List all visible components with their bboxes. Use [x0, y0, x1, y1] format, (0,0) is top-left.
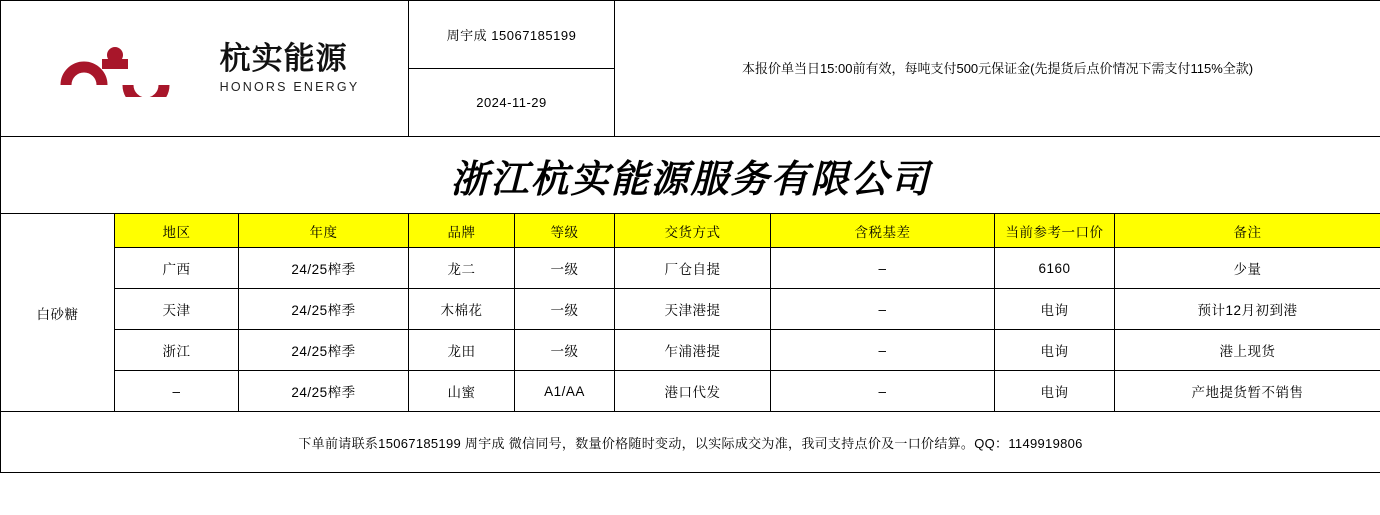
company-row — [1, 137, 1380, 214]
cell-delivery: 乍浦港提 — [615, 330, 771, 371]
cell-year: 24/25榨季 — [239, 371, 409, 412]
cell-grade: 一级 — [515, 248, 615, 289]
cell-delivery: 厂仓自提 — [615, 248, 771, 289]
cell-remark: 港上现货 — [1115, 330, 1380, 371]
cell-remark: 产地提货暂不销售 — [1115, 371, 1380, 412]
column-header-basis: 含税基差 — [771, 214, 995, 248]
table-header-row — [1, 214, 1380, 248]
company-name: 浙江杭实能源服务有限公司 — [450, 156, 931, 201]
cell-grade: A1/AA — [515, 371, 615, 412]
cell-basis: – — [771, 330, 995, 371]
cell-region: 天津 — [115, 289, 239, 330]
cell-price: 6160 — [995, 248, 1115, 289]
cell-grade: 一级 — [515, 330, 615, 371]
table-row — [1, 289, 1380, 330]
logo-english-name: HONORS ENERGY — [219, 79, 360, 94]
cell-price: 电询 — [995, 330, 1115, 371]
column-header-region: 地区 — [115, 214, 239, 248]
product-row-label: 白砂糖 — [1, 214, 115, 412]
column-header-year: 年度 — [239, 214, 409, 248]
logo-cell — [1, 1, 409, 137]
company-logo-icon — [50, 41, 210, 97]
company-name-cell — [1, 137, 1380, 214]
cell-remark: 少量 — [1115, 248, 1380, 289]
table-row — [1, 330, 1380, 371]
table-row — [1, 371, 1380, 412]
cell-delivery: 天津港提 — [615, 289, 771, 330]
cell-year: 24/25榨季 — [239, 289, 409, 330]
cell-brand: 山蜜 — [409, 371, 515, 412]
cell-brand: 木棉花 — [409, 289, 515, 330]
cell-basis: – — [771, 248, 995, 289]
cell-delivery: 港口代发 — [615, 371, 771, 412]
date-cell: 2024-11-29 — [409, 69, 615, 137]
cell-basis: – — [771, 371, 995, 412]
cell-grade: 一级 — [515, 289, 615, 330]
column-header-remark: 备注 — [1115, 214, 1380, 248]
cell-basis: – — [771, 289, 995, 330]
notice-cell: 本报价单当日15:00前有效，每吨支付500元保证金(先提货后点价情况下需支付115%全款) — [615, 1, 1380, 137]
column-header-brand: 品牌 — [409, 214, 515, 248]
column-header-grade: 等级 — [515, 214, 615, 248]
cell-year: 24/25榨季 — [239, 248, 409, 289]
header-row-1 — [1, 1, 1380, 69]
cell-year: 24/25榨季 — [239, 330, 409, 371]
column-header-price: 当前参考一口价 — [995, 214, 1115, 248]
footer-note: 下单前请联系15067185199 周宇成 微信同号，数量价格随时变动，以实际成交为准，我司支持点价及一口价结算。QQ：1149919806 — [1, 412, 1380, 473]
footer-row — [1, 412, 1380, 473]
cell-remark: 预计12月初到港 — [1115, 289, 1380, 330]
cell-price: 电询 — [995, 289, 1115, 330]
logo-chinese-name: 杭实能源 — [219, 40, 348, 77]
cell-region: 广西 — [115, 248, 239, 289]
cell-brand: 龙田 — [409, 330, 515, 371]
cell-region: 浙江 — [115, 330, 239, 371]
cell-region: – — [115, 371, 239, 412]
column-header-delivery: 交货方式 — [615, 214, 771, 248]
contact-cell: 周宇成 15067185199 — [409, 1, 615, 69]
cell-brand: 龙二 — [409, 248, 515, 289]
cell-price: 电询 — [995, 371, 1115, 412]
table-row — [1, 248, 1380, 289]
